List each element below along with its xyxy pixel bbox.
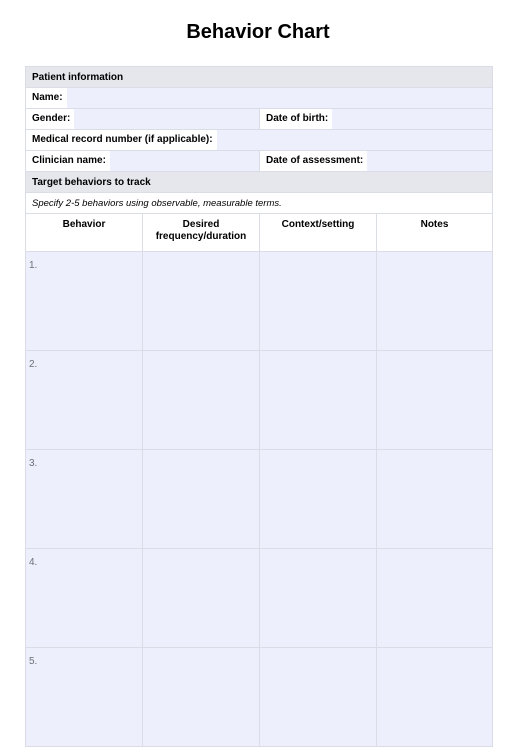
clinician-name-field[interactable]	[26, 151, 260, 172]
target-behaviors-header-row	[26, 172, 493, 193]
behavior-cell[interactable]	[26, 648, 143, 747]
target-behaviors-header: Target behaviors to track	[26, 172, 493, 193]
name-field[interactable]	[26, 88, 493, 109]
context-cell[interactable]	[260, 252, 377, 351]
medical-record-number-field[interactable]	[26, 130, 493, 151]
mrn-row	[26, 130, 493, 151]
name-row	[26, 88, 493, 109]
row-number: 5.	[29, 656, 38, 667]
frequency-cell[interactable]	[143, 351, 260, 450]
table-row	[26, 450, 493, 549]
date-of-birth-field[interactable]	[260, 109, 493, 130]
gender-label: Gender:	[26, 109, 74, 129]
behavior-cell[interactable]	[26, 450, 143, 549]
column-header-behavior: Behavior	[26, 214, 143, 252]
frequency-cell[interactable]	[143, 648, 260, 747]
name-label: Name:	[26, 88, 67, 108]
context-cell[interactable]	[260, 351, 377, 450]
behavior-cell[interactable]	[26, 351, 143, 450]
gender-dob-row	[26, 109, 493, 130]
frequency-cell[interactable]	[143, 549, 260, 648]
table-row	[26, 549, 493, 648]
row-number: 1.	[29, 260, 38, 271]
page-title: Behavior Chart	[186, 21, 330, 43]
table-row	[26, 648, 493, 747]
row-number: 2.	[29, 359, 38, 370]
notes-cell[interactable]	[377, 549, 493, 648]
notes-cell[interactable]	[377, 252, 493, 351]
column-header-context: Context/setting	[260, 214, 377, 252]
table-row	[26, 252, 493, 351]
notes-cell[interactable]	[377, 450, 493, 549]
column-header-notes: Notes	[377, 214, 493, 252]
context-cell[interactable]	[260, 450, 377, 549]
patient-info-header-row	[26, 67, 493, 88]
frequency-cell[interactable]	[143, 252, 260, 351]
clinician-row	[26, 151, 493, 172]
date-of-birth-label: Date of birth:	[260, 109, 332, 129]
gender-field[interactable]	[26, 109, 260, 130]
clinician-name-label: Clinician name:	[26, 151, 110, 171]
row-number: 4.	[29, 557, 38, 568]
date-of-assessment-field[interactable]	[260, 151, 493, 172]
context-cell[interactable]	[260, 549, 377, 648]
notes-cell[interactable]	[377, 351, 493, 450]
behaviors-instruction: Specify 2-5 behaviors using observable, measurable terms.	[26, 193, 493, 214]
medical-record-number-label: Medical record number (if applicable):	[26, 130, 217, 150]
column-header-desired-frequency: Desired frequency/duration	[143, 214, 260, 252]
table-row	[26, 351, 493, 450]
behavior-cell[interactable]	[26, 252, 143, 351]
row-number: 3.	[29, 458, 38, 469]
behavior-cell[interactable]	[26, 549, 143, 648]
frequency-cell[interactable]	[143, 450, 260, 549]
behavior-table-header	[26, 214, 493, 252]
behavior-chart-form	[25, 66, 493, 747]
date-of-assessment-label: Date of assessment:	[260, 151, 367, 171]
notes-cell[interactable]	[377, 648, 493, 747]
instruction-row	[26, 193, 493, 214]
context-cell[interactable]	[260, 648, 377, 747]
patient-info-header: Patient information	[26, 67, 493, 88]
